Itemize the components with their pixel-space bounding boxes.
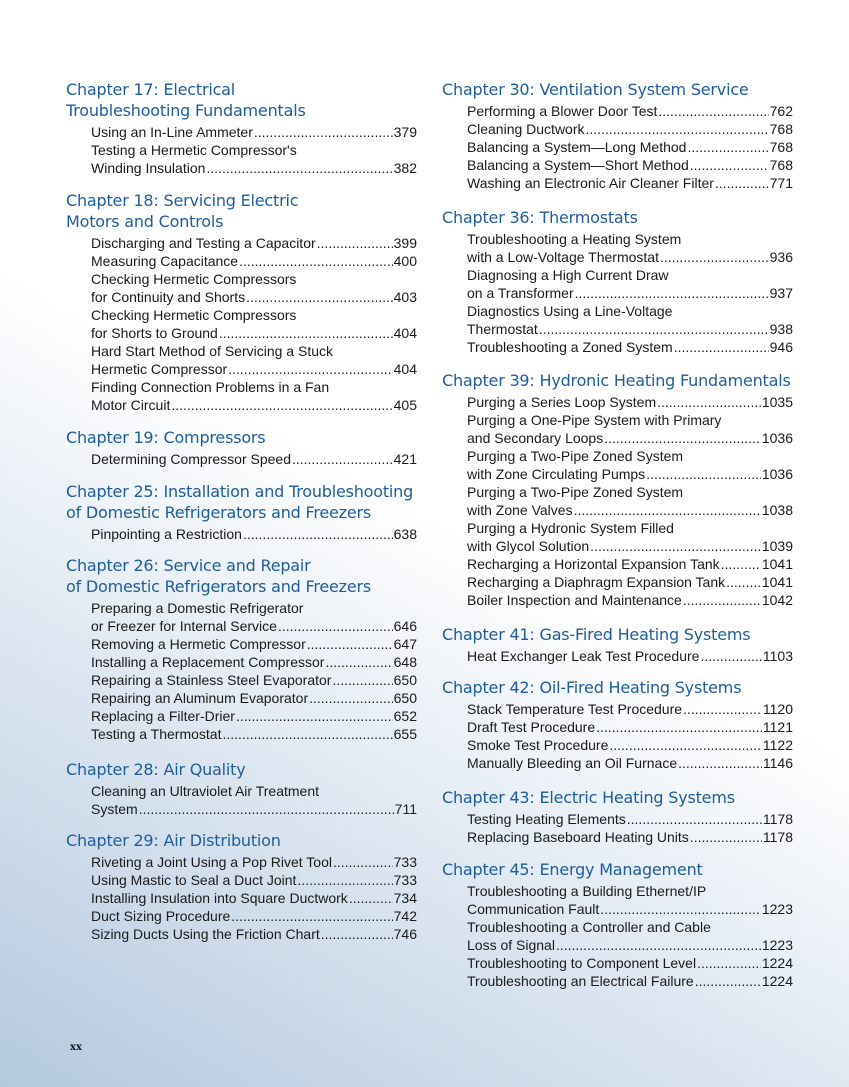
dot-leader (715, 174, 769, 192)
entry-title-line: Testing a Hermetic Compressor's (91, 142, 297, 158)
toc-entry[interactable] (467, 338, 793, 356)
entry-page-number: 1103 (762, 648, 793, 664)
toc-entry[interactable] (467, 882, 793, 918)
entry-title-line: Purging a Series Loop System (467, 394, 657, 410)
dot-leader (333, 853, 393, 871)
chapter-heading (442, 79, 793, 100)
chapter-heading (442, 207, 793, 228)
chapter-section (442, 677, 793, 772)
entry-page-number: 1038 (761, 502, 793, 518)
entry-page-number: 946 (769, 339, 793, 355)
chapter-section (66, 190, 417, 414)
chapter-heading (442, 787, 793, 808)
dot-leader (657, 393, 761, 411)
chapter-heading (66, 830, 417, 851)
dot-leader (246, 288, 393, 306)
entry-title-line: Balancing a System—Long Method (467, 139, 687, 155)
dot-leader (321, 925, 393, 943)
chapter-section (66, 79, 417, 177)
toc-entry[interactable] (467, 718, 793, 736)
entry-page-number: 733 (393, 872, 417, 888)
entry-title-line: Determining Compressor Speed (91, 451, 291, 467)
toc-entry[interactable] (467, 230, 793, 266)
dot-leader (206, 159, 392, 177)
entry-title-line: Purging a One-Pipe System with Primary (467, 412, 722, 428)
entry-page-number: 379 (393, 124, 417, 140)
toc-entry[interactable] (467, 918, 793, 954)
entry-title-line: Cleaning an Ultraviolet Air Treatment (91, 783, 319, 799)
dot-leader (683, 591, 761, 609)
entry-page-number: 742 (393, 908, 417, 924)
entry-title-line: Balancing a System—Short Method (467, 157, 689, 173)
entry-title-line: Troubleshooting a Zoned System (467, 339, 673, 355)
entry-page-number: 1042 (761, 592, 793, 608)
toc-entry[interactable] (467, 591, 793, 609)
entry-page-number: 733 (393, 854, 417, 870)
chapter-section (66, 481, 417, 543)
toc-entry[interactable] (467, 972, 793, 990)
entry-page-number: 404 (393, 325, 417, 341)
entry-page-number: 646 (393, 618, 417, 634)
toc-entry[interactable] (91, 525, 417, 543)
entry-title-line: Installing a Replacement Compressor (91, 654, 325, 670)
entry-page-number: 650 (393, 690, 417, 706)
entry-title-line: Washing an Electronic Air Cleaner Filter (467, 175, 714, 191)
chapter-heading (66, 190, 417, 232)
chapter-heading-line: Chapter 42: Oil-Fired Heating Systems (442, 678, 742, 697)
entry-page-number: 382 (393, 160, 417, 176)
chapter-heading (66, 759, 417, 780)
entry-page-number: 1039 (761, 538, 793, 554)
dot-leader (236, 707, 393, 725)
entry-page-number: 1035 (761, 394, 793, 410)
toc-entry[interactable] (467, 828, 793, 846)
entry-page-number: 648 (393, 654, 417, 670)
dot-leader (332, 671, 392, 689)
entry-title-line: Pinpointing a Restriction (91, 526, 242, 542)
dot-leader (539, 320, 769, 338)
chapter-heading (66, 79, 417, 121)
dot-leader (243, 525, 393, 543)
dot-leader (646, 465, 761, 483)
entry-title-line: Thermostat (467, 321, 538, 337)
entry-title-line: Testing Heating Elements (467, 811, 626, 827)
chapter-heading (66, 481, 417, 523)
entry-title-line: Recharging a Diaphragm Expansion Tank (467, 574, 726, 590)
entry-page-number: 1036 (761, 466, 793, 482)
toc-entry[interactable] (91, 853, 417, 871)
entry-title-line: Sizing Ducts Using the Friction Chart (91, 926, 320, 942)
entry-title-line: Riveting a Joint Using a Pop Rivet Tool (91, 854, 332, 870)
dot-leader (556, 936, 761, 954)
chapter-heading-line: Chapter 36: Thermostats (442, 208, 638, 227)
entry-page-number: 1178 (762, 811, 793, 827)
entry-title-line: Smoke Test Procedure (467, 737, 609, 753)
entry-page-number: 1122 (762, 737, 793, 753)
entry-title-line: Duct Sizing Procedure (91, 908, 231, 924)
chapter-heading-line: Chapter 30: Ventilation System Service (442, 80, 749, 99)
dot-leader (219, 324, 393, 342)
chapter-section (442, 207, 793, 356)
entry-page-number: 650 (393, 672, 417, 688)
entry-title-line: Repairing an Aluminum Evaporator (91, 690, 309, 706)
entry-title-line: on a Transformer (467, 285, 574, 301)
entry-title-line: Using Mastic to Seal a Duct Joint (91, 872, 297, 888)
chapter-heading-line: Chapter 43: Electric Heating Systems (442, 788, 735, 807)
chapter-heading (66, 555, 417, 597)
entry-title-line: Replacing Baseboard Heating Units (467, 829, 689, 845)
entry-title-line: Troubleshooting to Component Level (467, 955, 697, 971)
toc-entry[interactable] (467, 138, 793, 156)
toc-entry[interactable] (467, 647, 793, 665)
toc-entry[interactable] (467, 483, 793, 519)
dot-leader (596, 718, 762, 736)
chapter-heading (66, 427, 417, 448)
chapter-section (442, 370, 793, 609)
dot-leader (278, 617, 393, 635)
dot-leader (609, 736, 762, 754)
toc-entry[interactable] (91, 141, 417, 177)
entry-page-number: 647 (393, 636, 417, 652)
chapter-heading-line: of Domestic Refrigerators and Freezers (66, 503, 372, 522)
chapter-section (442, 787, 793, 846)
entry-title-line: for Shorts to Ground (91, 325, 218, 341)
dot-leader (292, 450, 393, 468)
entry-page-number: 1224 (761, 955, 793, 971)
toc-entry[interactable] (91, 270, 417, 306)
chapter-section (66, 555, 417, 743)
entry-title-line: Draft Test Procedure (467, 719, 596, 735)
entry-title-line: with Zone Circulating Pumps (467, 466, 646, 482)
entry-title-line: Replacing a Filter-Drier (91, 708, 235, 724)
dot-leader (660, 248, 769, 266)
toc-entry[interactable] (91, 889, 417, 907)
chapter-heading-line: Chapter 28: Air Quality (66, 760, 246, 779)
dot-leader (307, 635, 393, 653)
dot-leader (574, 501, 761, 519)
chapter-section (66, 759, 417, 818)
toc-entry[interactable] (467, 754, 793, 772)
dot-leader (604, 429, 761, 447)
toc-entry[interactable] (91, 378, 417, 414)
entry-title-line: Measuring Capacitance (91, 253, 239, 269)
entry-title-line: Troubleshooting a Controller and Cable (467, 919, 711, 935)
entry-page-number: 638 (393, 526, 417, 542)
toc-entry[interactable] (91, 871, 417, 889)
entry-title-line: with a Low-Voltage Thermostat (467, 249, 659, 265)
toc-entry[interactable] (91, 635, 417, 653)
dot-leader (309, 689, 393, 707)
toc-entry[interactable] (91, 599, 417, 635)
toc-entry[interactable] (91, 234, 417, 252)
chapter-section (442, 79, 793, 192)
dot-leader (171, 396, 392, 414)
entry-title-line: Motor Circuit (91, 397, 171, 413)
entry-title-line: Using an In-Line Ammeter (91, 124, 253, 140)
dot-leader (721, 555, 761, 573)
chapter-heading (442, 677, 793, 698)
entry-page-number: 768 (769, 139, 793, 155)
entry-title-line: Boiler Inspection and Maintenance (467, 592, 682, 608)
entry-title-line: Diagnostics Using a Line-Voltage (467, 303, 673, 319)
entry-page-number: 399 (393, 235, 417, 251)
entry-title-line: Cleaning Ductwork (467, 121, 585, 137)
entry-page-number: 768 (769, 157, 793, 173)
dot-leader (139, 800, 394, 818)
entry-title-line: and Secondary Loops (467, 430, 604, 446)
dot-leader (726, 573, 761, 591)
toc-entry[interactable] (91, 123, 417, 141)
entry-page-number: 762 (769, 103, 793, 119)
entry-title-line: Purging a Two-Pipe Zoned System (467, 484, 684, 500)
toc-entry[interactable] (467, 700, 793, 718)
entry-page-number: 1224 (761, 973, 793, 989)
entry-title-line: Troubleshooting an Electrical Failure (467, 973, 694, 989)
toc-entry[interactable] (91, 725, 417, 743)
dot-leader (325, 653, 392, 671)
entry-page-number: 711 (394, 801, 417, 817)
entry-page-number: 1041 (761, 574, 793, 590)
entry-page-number: 1223 (761, 937, 793, 953)
toc-entry[interactable] (467, 174, 793, 192)
toc-entry[interactable] (91, 689, 417, 707)
toc-entry[interactable] (467, 555, 793, 573)
entry-title-line: Troubleshooting a Building Ethernet/IP (467, 883, 707, 899)
dot-leader (687, 138, 768, 156)
toc-entry[interactable] (467, 810, 793, 828)
toc-entry[interactable] (467, 954, 793, 972)
chapter-heading-line: Chapter 29: Air Distribution (66, 831, 281, 850)
toc-entry[interactable] (91, 925, 417, 943)
entry-page-number: 1036 (761, 430, 793, 446)
toc-entry[interactable] (91, 342, 417, 378)
entry-page-number: 746 (393, 926, 417, 942)
entry-page-number: 936 (769, 249, 793, 265)
dot-leader (222, 725, 392, 743)
dot-leader (297, 871, 392, 889)
entry-page-number: 1121 (762, 719, 793, 735)
dot-leader (231, 907, 392, 925)
entry-title-line: or Freezer for Internal Service (91, 618, 277, 634)
dot-leader (239, 252, 393, 270)
chapter-heading (442, 370, 793, 391)
entry-title-line: Manually Bleeding an Oil Furnace (467, 755, 678, 771)
entry-page-number: 1178 (762, 829, 793, 845)
entry-page-number: 655 (393, 726, 417, 742)
chapter-section (66, 830, 417, 943)
entry-page-number: 1223 (761, 901, 793, 917)
entry-page-number: 734 (393, 890, 417, 906)
dot-leader (697, 954, 761, 972)
chapter-heading-line: Motors and Controls (66, 212, 224, 231)
dot-leader (254, 123, 393, 141)
entry-title-line: Loss of Signal (467, 937, 555, 953)
toc-entry[interactable] (467, 447, 793, 483)
dot-leader (590, 537, 761, 555)
entry-title-line: Checking Hermetic Compressors (91, 271, 297, 287)
entry-title-line: Finding Connection Problems in a Fan (91, 379, 330, 395)
entry-title-line: Preparing a Domestic Refrigerator (91, 600, 304, 616)
entry-title-line: Recharging a Horizontal Expansion Tank (467, 556, 720, 572)
chapter-section (66, 427, 417, 468)
entry-title-line: Communication Fault (467, 901, 600, 917)
dot-leader (349, 889, 393, 907)
chapter-section (442, 859, 793, 990)
chapter-heading (442, 624, 793, 645)
chapter-heading-line: Chapter 45: Energy Management (442, 860, 703, 879)
dot-leader (586, 120, 769, 138)
chapter-heading-line: Chapter 17: Electrical (66, 80, 236, 99)
toc-entry[interactable] (467, 411, 793, 447)
entry-title-line: Stack Temperature Test Procedure (467, 701, 683, 717)
dot-leader (683, 700, 762, 718)
chapter-section (442, 624, 793, 665)
entry-page-number: 937 (769, 285, 793, 301)
dot-leader (627, 810, 762, 828)
entry-title-line: Heat Exchanger Leak Test Procedure (467, 648, 700, 664)
dot-leader (674, 338, 769, 356)
entry-page-number: 652 (393, 708, 417, 724)
dot-leader (695, 972, 761, 990)
toc-entry[interactable] (91, 252, 417, 270)
entry-title-line: Diagnosing a High Current Draw (467, 267, 669, 283)
entry-page-number: 404 (393, 361, 417, 377)
dot-leader (317, 234, 393, 252)
chapter-heading-line: Chapter 25: Installation and Troubleshooting (66, 482, 414, 501)
entry-title-line: for Continuity and Shorts (91, 289, 246, 305)
dot-leader (228, 360, 393, 378)
dot-leader (690, 828, 762, 846)
entry-page-number: 421 (393, 451, 417, 467)
chapter-heading-line: Chapter 41: Gas-Fired Heating Systems (442, 625, 751, 644)
entry-title-line: Testing a Thermostat (91, 726, 222, 742)
dot-leader (690, 156, 769, 174)
toc-entry[interactable] (91, 450, 417, 468)
toc-entry[interactable] (467, 573, 793, 591)
entry-title-line: with Zone Valves (467, 502, 573, 518)
toc-entry[interactable] (467, 519, 793, 555)
toc-entry[interactable] (467, 120, 793, 138)
chapter-heading-line: Chapter 26: Service and Repair (66, 556, 311, 575)
toc-entry[interactable] (91, 671, 417, 689)
entry-title-line: Troubleshooting a Heating System (467, 231, 682, 247)
entry-page-number: 1041 (761, 556, 793, 572)
entry-page-number: 771 (769, 175, 793, 191)
entry-title-line: Hermetic Compressor (91, 361, 228, 377)
dot-leader (600, 900, 761, 918)
entry-page-number: 400 (393, 253, 417, 269)
toc-entry[interactable] (467, 302, 793, 338)
entry-page-number: 768 (769, 121, 793, 137)
dot-leader (575, 284, 769, 302)
toc-entry[interactable] (91, 907, 417, 925)
chapter-heading-line: of Domestic Refrigerators and Freezers (66, 577, 372, 596)
dot-leader (700, 647, 761, 665)
chapter-heading-line: Chapter 19: Compressors (66, 428, 266, 447)
page-number: xx (70, 1042, 82, 1053)
toc-entry[interactable] (467, 102, 793, 120)
chapter-heading-line: Troubleshooting Fundamentals (66, 101, 306, 120)
toc-entry[interactable] (467, 393, 793, 411)
toc-entry[interactable] (467, 266, 793, 302)
dot-leader (658, 102, 768, 120)
entry-title-line: Installing Insulation into Square Ductwork (91, 890, 348, 906)
entry-page-number: 403 (393, 289, 417, 305)
entry-title-line: Discharging and Testing a Capacitor (91, 235, 316, 251)
chapter-heading-line: Chapter 18: Servicing Electric (66, 191, 299, 210)
entry-page-number: 405 (393, 397, 417, 413)
entry-page-number: 1146 (762, 755, 793, 771)
toc-entry[interactable] (91, 653, 417, 671)
toc-entry[interactable] (91, 782, 417, 818)
toc-entry[interactable] (91, 306, 417, 342)
toc-entry[interactable] (91, 707, 417, 725)
entry-title-line: Hard Start Method of Servicing a Stuck (91, 343, 333, 359)
entry-title-line: Repairing a Stainless Steel Evaporator (91, 672, 332, 688)
entry-title-line: with Glycol Solution (467, 538, 590, 554)
entry-title-line: Winding Insulation (91, 160, 206, 176)
toc-entry[interactable] (467, 156, 793, 174)
entry-title-line: Purging a Two-Pipe Zoned System (467, 448, 684, 464)
entry-title-line: Performing a Blower Door Test (467, 103, 658, 119)
toc-entry[interactable] (467, 736, 793, 754)
entry-title-line: System (91, 801, 138, 817)
entry-title-line: Removing a Hermetic Compressor (91, 636, 306, 652)
chapter-heading-line: Chapter 39: Hydronic Heating Fundamentals (442, 371, 791, 390)
entry-title-line: Purging a Hydronic System Filled (467, 520, 674, 536)
entry-page-number: 1120 (762, 701, 793, 717)
entry-title-line: Checking Hermetic Compressors (91, 307, 297, 323)
entry-page-number: 938 (769, 321, 793, 337)
chapter-heading (442, 859, 793, 880)
dot-leader (678, 754, 762, 772)
